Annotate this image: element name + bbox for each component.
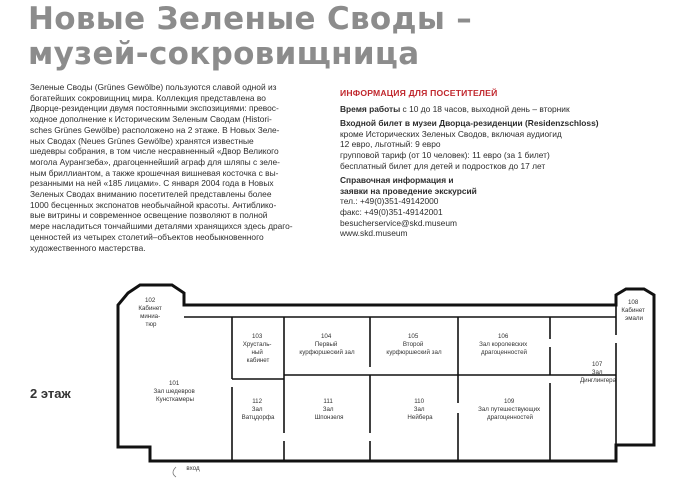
- intro-line: художественного мастерства.: [30, 242, 146, 253]
- ticket-line: групповой тариф (от 10 человек): 11 евро (за 1 билет): [340, 149, 550, 160]
- page-title: [28, 2, 688, 72]
- room-102-label: 102 Кабинет миниа- тюр: [138, 297, 162, 328]
- entrance-label: вход: [186, 465, 200, 472]
- opening-hours: [340, 104, 690, 115]
- intro-line: ным бриллиантом, а также крошечная вишневая косточка с вы-: [30, 167, 279, 178]
- room-104-label: 104 Первый курфюршеский зал: [299, 333, 355, 356]
- floor-plan: [0, 283, 700, 479]
- room-107-label: 107 Зал Динглингера: [579, 361, 617, 384]
- intro-line: вые витрины и современное освещение позволяют в полной: [30, 210, 268, 221]
- intro-line: Зеленые Своды (Grünes Gewölbe) пользуются славой одной из: [30, 82, 277, 92]
- intro-line: ходное дополнение к Историческим Зеленым Сводам (Histori-: [30, 114, 272, 125]
- email-address: besucherservice@skd.museum: [340, 217, 457, 228]
- contact-label: Справочная информация и: [340, 175, 454, 186]
- entrance-arrow-icon: [173, 467, 176, 477]
- room-106-label: 106 Зал королевских драгоценностей: [479, 333, 528, 356]
- intro-line: резанными на ней «185 лицами». С января 2004 года в Новых: [30, 178, 274, 189]
- intro-line: ценностей из четырех столетий–объектов необыкновенного: [30, 231, 264, 242]
- fax-number: факс: +49(0)351-49142001: [340, 206, 443, 217]
- contact-info: [340, 175, 690, 239]
- floor-label: 2 этаж: [30, 386, 71, 401]
- room-105-label: 105 Второй курфюршеский зал: [386, 333, 442, 356]
- ticket-label: Входной билет в музеи Дворца-резиденции (Residenzschloss): [340, 118, 599, 129]
- intro-line: Дворце-резиденции двумя постоянными экспозициями: превос-: [30, 103, 279, 114]
- ticket-line: 12 евро, льготный: 9 евро: [340, 139, 441, 150]
- ticket-info: [340, 118, 690, 171]
- hours-label: Время работы: [340, 103, 401, 114]
- room-109-label: 109 Зал путешествующих драгоценностей: [478, 398, 541, 421]
- hours-value: с 10 до 18 часов, выходной день – вторник: [400, 103, 570, 114]
- website-url: www.skd.museum: [340, 228, 408, 239]
- contact-label: заявки на проведение экскурсий: [340, 185, 477, 196]
- intro-line: ных Сводах (Neues Grünes Gewölbe) хранятся известные: [30, 135, 254, 146]
- room-101-label: 101 Зал шедевров Кунсткамеры: [153, 380, 195, 403]
- intro-line: sches Grünes Gewölbe) расположено на 2 этаже. В Новых Зеле-: [30, 124, 280, 135]
- room-111-label: 111 Зал Шпонзеля: [314, 398, 344, 421]
- intro-text: [30, 82, 330, 253]
- intro-line: могола Аурангзеба», драгоценнейший аграф для шляпы с зеле-: [30, 156, 280, 167]
- ticket-line: бесплатный билет для детей и подростков до 17 лет: [340, 160, 546, 171]
- room-110-label: 110 Зал Нейбера: [407, 398, 433, 421]
- title-line-1: Новые Зеленые Своды –: [28, 1, 473, 37]
- ticket-line: кроме Исторических Зеленых Сводов, включая аудиогид: [340, 128, 562, 139]
- room-108-label: 108 Кабинет эмали: [621, 299, 645, 322]
- room-112-label: 112 Зал Ватцдорфа: [241, 398, 275, 421]
- intro-line: мере насладиться тончайшими деталями хранящихся здесь драго-: [30, 221, 293, 232]
- intro-line: 1000 бесценных экспонатов необычайной красоты. Антиблико-: [30, 199, 277, 210]
- intro-line: Зеленых Сводах вниманию посетителей представлены более: [30, 189, 272, 200]
- outer-wall: [118, 285, 654, 461]
- title-line-2: музей-сокровищница: [28, 36, 420, 72]
- intro-line: богатейших сокровищниц мира. Коллекция представлена во: [30, 92, 266, 103]
- phone-number: тел.: +49(0)351-49142000: [340, 196, 439, 207]
- visitor-info: [340, 88, 690, 243]
- room-103-label: 103 Хрусталь- ный кабинет: [242, 333, 272, 364]
- intro-line: шедевры собрания, в том числе несравненный «Двор Великого: [30, 146, 279, 157]
- info-heading: ИНФОРМАЦИЯ ДЛЯ ПОСЕТИТЕЛЕЙ: [340, 88, 498, 98]
